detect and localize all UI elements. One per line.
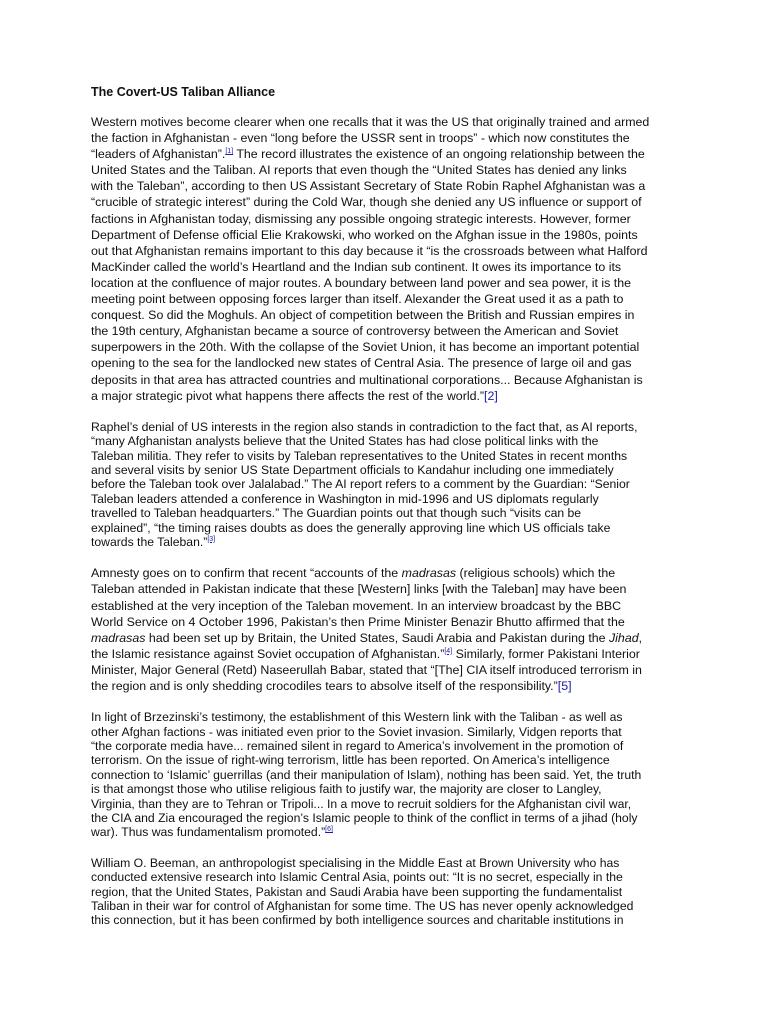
paragraph-2 [91, 420, 677, 550]
paragraph-3-madrasas-1: madrasas [401, 566, 457, 581]
document-body [91, 84, 677, 944]
paragraph-2-text: Raphel’s denial of US interests in the region also stands in contradiction to the fact that, as AI reports, “many Afghanistan analysts believe that the United States has had close political links with the Taleban militia. They refer to visits by Taleban representatives to the United States in recent months and several visits by senior US State Department officials to Kandahur including one immediately before the Taleban took over Jalalabad.” The AI report refers to a comment by the Guardian: “Senior Taleban leaders attended a conference in Washington in mid-1996 and US diplomats regularly travelled to Taleban headquarters.” The Guardian points out that though such “visits can be explained”, “the timing raises doubts as does the generally approving line which US officials take towards the Taleban.” [91, 419, 638, 549]
paragraph-3 [91, 565, 677, 694]
paragraph-5-text: William O. Beeman, an anthropologist specialising in the Middle East at Brown University who has conducted extensive research into Islamic Central Asia, points out: “It is no secret, especially in the region, that the United States, Pakistan and Saudi Arabia have been supporting the fundamentalist Taliban in their war for control of Afghanistan for some time. The US has never openly acknowledged this connection, but it has been confirmed by both intelligence sources and charitable institutions in [91, 855, 634, 928]
reference-link-5[interactable]: [5] [557, 679, 572, 693]
document-title: The Covert-US Taliban Alliance [91, 85, 276, 99]
footnote-link-4[interactable]: [4] [444, 647, 453, 655]
paragraph-4 [91, 710, 677, 840]
paragraph-3-text-e: Similarly, former Pakistani Interior Minister, Major General (Retd) Naseerullah Babar, stated that “[The] CIA itself introduced terrorism in the region and is only shedding crocodiles tears to absolve itself of the responsibility.” [91, 646, 642, 693]
paragraph-3-jihad: Jihad [608, 630, 639, 645]
paragraph-1-text-b: The record illustrates the existence of an ongoing relationship between the United States and the Taliban. AI reports that even though the “United States has denied any links with the Taleban”, according to then US Assistant Secretary of State Robin Raphel Afghanistan was a “crucible of strategic interest” during the Cold War, though she denied any US influence or support of factions in Afghanistan today, dismissing any possible ongoing strategic interests. However, former Department of Defense official Elie Krakowski, who worked on the Afghan issue in the 1980s, points out that Afghanistan remains important to this day because it “is the crossroads between what Halford MacKinder called the world’s Heartland and the Indian sub continent. It owes its importance to its location at the confluence of major routes. A boundary between land power and sea power, it is the meeting point between opposing forces larger than itself. Alexander the Great used it as a path to conquest. So did the Moghuls. An object of competition between the British and Russian empires in the 19th century, Afghanistan became a source of controversy between the American and Soviet superpowers in the 20th. With the collapse of the Soviet Union, it has become an important potential opening to the sea for the landlocked new states of Central Asia. The presence of large oil and gas deposits in that area has attracted countries and multinational corporations... Because Afghanistan is a major strategic pivot what happens there affects the rest of the world.” [91, 147, 648, 403]
paragraph-3-text-c: had been set up by Britain, the United States, Saudi Arabia and Pakistan during the [145, 630, 609, 645]
paragraph-3-text-a: Amnesty goes on to confirm that recent “accounts of the [91, 566, 402, 581]
paragraph-3-madrasas-2: madrasas [91, 630, 146, 645]
reference-link-2[interactable]: [2] [484, 388, 498, 403]
paragraph-3-text-d: , the Islamic resistance against Soviet occupation of Afghanistan.” [91, 630, 643, 661]
paragraph-3-text-b: (religious schools) which the Taleban attended in Pakistan indicate that these [Western] links [with the Taleban] may have been established at the very inception of the Taleban movement. In an interview broadcast by the BBC World Service on 4 October 1996, Pakistan’s then Prime Minister Benazir Bhutto affirmed that the [91, 566, 627, 629]
footnote-link-3[interactable]: [3] [207, 535, 216, 543]
paragraph-5 [91, 856, 677, 928]
paragraph-4-text: In light of Brzezinski’s testimony, the establishment of this Western link with the Taliban - as well as other Afghan factions - was initiated even prior to the Soviet invasion. Similarly, Vidgen reports that “the corporate media have... remained silent in regard to America’s involvement in the promotion of terrorism. On the issue of right-wing terrorism, little has been reported. On America’s intelligence connection to ‘Islamic’ guerrillas (and their manipulation of Islam), nothing has been said. Yet, the truth is that amongst those who utilise religious faith to justify war, the majority are closer to Langley, Virginia, than they are to Tehran or Tripoli... In a move to recruit soldiers for the Afghanistan civil war, the CIA and Zia encouraged the region’s Islamic people to think of the conflict in terms of a jihad (holy war). Thus was fundamentalism promoted.” [91, 710, 642, 840]
paragraph-1 [91, 114, 677, 404]
paragraph-1-text-a: Western motives become clearer when one recalls that it was the US that originally trained and armed the faction in Afghanistan - even “long before the USSR sent in troops” - which now constitutes the “leaders of Afghanistan”. [91, 115, 650, 162]
footnote-link-1[interactable]: [1] [225, 148, 234, 156]
footnote-link-6[interactable]: [6] [325, 826, 333, 834]
